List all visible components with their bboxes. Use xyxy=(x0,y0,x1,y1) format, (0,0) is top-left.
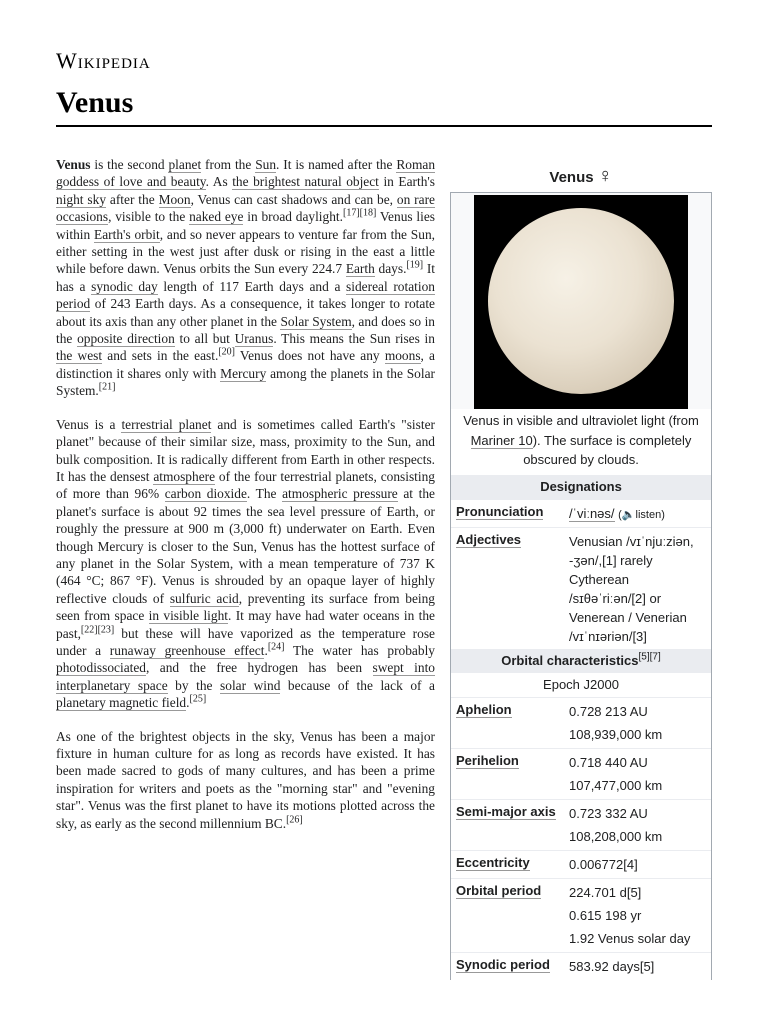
article-link[interactable]: Roman goddess of love and beauty xyxy=(56,157,436,190)
listen-text: listen xyxy=(635,508,662,521)
citation-ref[interactable]: [20] xyxy=(218,347,235,358)
venus-symbol-icon: ♀ xyxy=(597,165,613,187)
article-text: As one of the brightest objects in the sky, Venus has been a major fixture in human culture for as long as records have existed. It has been made sacred to gods of many cultures, and has been a prime inspiration for writers and poets as the "morning star" and "evening star". Venus was the first planet to have its motions plotted across the sky, as early as the second millennium BC. xyxy=(56,728,435,831)
article-link[interactable]: the brightest natural object xyxy=(232,174,379,190)
adjective-line: -ʒən/,[1] rarely xyxy=(569,552,653,568)
article-link[interactable]: Mercury xyxy=(220,365,267,381)
article-text: . It may have had water oceans in the past, xyxy=(56,608,435,641)
speaker-icon: 🔈 xyxy=(621,508,636,521)
orbital-value-line: 224.701 d[5] xyxy=(569,884,642,900)
logo-text: Wikipedia xyxy=(56,48,151,73)
article-text: by the xyxy=(167,677,221,693)
citation-ref[interactable]: [17][18] xyxy=(342,207,377,219)
orbital-row xyxy=(451,748,711,799)
orbital-row-label xyxy=(451,851,569,878)
article-link[interactable]: sulfuric acid xyxy=(169,590,239,606)
citation-ref[interactable]: [24] xyxy=(267,641,285,653)
article-text: , and does so in the xyxy=(56,313,435,347)
article-link[interactable]: Earth xyxy=(345,261,375,277)
citation-ref[interactable]: [19] xyxy=(406,259,424,271)
orbital-row-label-text[interactable]: Aphelion xyxy=(456,701,512,717)
citation-ref[interactable]: [22][23] xyxy=(80,624,115,636)
article-text: because of the lack of a xyxy=(280,677,435,693)
orbital-row-label-text[interactable]: Orbital period xyxy=(456,882,542,898)
article-link[interactable]: night sky xyxy=(56,191,107,207)
orbital-row-label-text[interactable]: Synodic period xyxy=(456,956,550,972)
orbital-row xyxy=(451,799,711,850)
article-link[interactable]: opposite direction xyxy=(77,331,175,347)
article-paragraph-1 xyxy=(56,156,435,400)
adjectives-label xyxy=(451,528,569,648)
adjective-line: /sɪθəˈriːən/[2] or xyxy=(569,590,662,606)
orbital-row-label-text[interactable]: Perihelion xyxy=(456,752,519,768)
infobox-title xyxy=(450,160,712,192)
article-link[interactable]: Earth's orbit xyxy=(94,226,160,242)
orbital-value-line: 0.728 213 AU xyxy=(569,703,648,719)
adjective-line: Cytherean xyxy=(569,571,629,587)
orbital-value-line: 108,939,000 km xyxy=(569,726,663,742)
article-text: of the four terrestrial planets, consisting of more than 96% xyxy=(56,468,435,502)
orbital-refs[interactable]: [5][7] xyxy=(638,651,661,663)
article-text: Venus lies within xyxy=(56,209,435,242)
orbital-value-line: 583.92 days[5] xyxy=(569,958,655,974)
orbital-row-label-text[interactable]: Semi-major axis xyxy=(456,803,556,819)
article-text: at the planet's surface is about 92 times the sea level pressure of Earth, or roughly the pressure at 900 m (3,000 ft) underwater on Earth. Even though Mercury is closer to the Sun, Venus has the hottest surface of any planet in the Solar System, with a mean temperature of 737 K (464 °C; 867 °F). Venus is shrouded by an opaque layer of highly reflective clouds of xyxy=(56,486,435,606)
pronunciation-row xyxy=(451,499,711,527)
caption-text-2: ). The surface is completely obscured by clouds. xyxy=(523,432,692,467)
article-text: . It is named after the xyxy=(276,157,397,172)
venus-image[interactable] xyxy=(474,195,688,409)
infobox-title-text: Venus xyxy=(549,169,594,186)
article-link[interactable]: photodissociated xyxy=(56,660,147,676)
article-text: days. xyxy=(374,261,407,277)
citation-ref[interactable]: [25] xyxy=(189,693,207,705)
article-link[interactable]: runaway greenhouse effect xyxy=(109,642,265,658)
orbital-value-line: 108,208,000 km xyxy=(569,828,663,844)
orbital-value-line: 0.006772[4] xyxy=(569,856,638,872)
article-text: but these will have vaporized as the temperature rose under a xyxy=(56,625,435,658)
article-link[interactable]: solar wind xyxy=(220,677,281,693)
article-link[interactable]: on rare occasions xyxy=(56,191,435,225)
infobox xyxy=(450,160,712,980)
adjective-line: Venusian /vɪˈnjuːziən, xyxy=(569,533,694,549)
article-text: . The xyxy=(246,486,283,502)
citation-ref[interactable]: [26] xyxy=(286,814,303,826)
article-text: , visible to the xyxy=(108,209,190,225)
orbital-row xyxy=(451,878,711,952)
article-text: Venus is a xyxy=(56,416,122,432)
orbital-row-label xyxy=(451,879,569,952)
orbital-row-value xyxy=(569,953,711,980)
article-link[interactable]: carbon dioxide xyxy=(164,486,247,502)
adjectives-row xyxy=(451,527,711,648)
designations-header: Designations xyxy=(451,474,711,499)
article-text: , Venus can cast shadows and can be, xyxy=(190,191,397,207)
pronunciation-label xyxy=(451,500,569,527)
wikipedia-logo[interactable] xyxy=(56,48,151,74)
article-text: The water has probably xyxy=(284,642,435,658)
adjectives-label-text: Adjectives xyxy=(456,531,522,547)
article-text: . xyxy=(264,642,268,658)
epoch-row: Epoch J2000 xyxy=(451,673,711,697)
orbital-row-label xyxy=(451,749,569,799)
orbital-row-label-text[interactable]: Eccentricity xyxy=(456,854,530,870)
article-text: from the xyxy=(201,157,256,172)
article-text: , and so never appears to venture far from the Sun, either setting in the west just after dusk or rising in the east a little while before dawn. Venus orbits the Sun every 224.7 xyxy=(56,226,435,277)
orbital-row-label xyxy=(451,800,569,850)
article-text: of 243 Earth days. As a consequence, it takes longer to rotate about its axis than any other planet in the xyxy=(56,296,435,329)
orbital-header-text: Orbital characteristics xyxy=(501,652,639,668)
article-link[interactable]: Solar System xyxy=(280,313,352,329)
adjective-line: Venerean / Venerian xyxy=(569,609,687,625)
orbital-row-value xyxy=(569,800,711,850)
orbital-value-line: 1.92 Venus solar day xyxy=(569,930,691,946)
adjective-line: /vɪˈnɪəriən/[3] xyxy=(569,628,647,644)
orbital-row-label xyxy=(451,698,569,748)
article-link[interactable]: synodic day xyxy=(91,278,158,294)
image-caption xyxy=(451,409,711,474)
article-link[interactable]: moons xyxy=(384,348,421,364)
listen-button[interactable]: (🔈listen) xyxy=(618,508,665,521)
mariner-10-link[interactable]: Mariner 10 xyxy=(470,432,533,448)
article-subject: Venus xyxy=(56,157,91,172)
article-link[interactable]: sidereal rotation period xyxy=(56,278,435,312)
article-text: , preventing its surface from being seen from space xyxy=(56,590,435,624)
orbital-row-value xyxy=(569,698,711,748)
infobox-table xyxy=(450,192,712,980)
article-link[interactable]: the west xyxy=(56,348,103,364)
orbital-row-value xyxy=(569,879,711,952)
orbital-row-label xyxy=(451,953,569,980)
pronunciation-ipa[interactable]: /ˈviːnəs/ xyxy=(569,505,615,521)
venus-planet-shape xyxy=(488,208,674,394)
orbital-value-line: 107,477,000 km xyxy=(569,777,663,793)
article-text: length of 117 Earth days and a xyxy=(157,278,347,294)
article-link[interactable]: terrestrial planet xyxy=(121,416,212,432)
article-text: to all but xyxy=(174,331,235,347)
orbital-value-line: 0.723 332 AU xyxy=(569,805,648,821)
orbital-rows xyxy=(451,697,711,980)
article-link[interactable]: atmosphere xyxy=(153,468,216,484)
article-body xyxy=(56,156,435,848)
orbital-characteristics-header xyxy=(451,648,711,673)
article-text: , and the free hydrogen has been xyxy=(146,660,373,676)
article-link[interactable]: swept into interplanetary space xyxy=(56,660,436,693)
article-text: is the second xyxy=(90,157,169,172)
article-link[interactable]: planet xyxy=(168,157,202,172)
pronunciation-value xyxy=(569,500,711,527)
article-link[interactable]: Moon xyxy=(158,191,191,207)
article-paragraph-2 xyxy=(56,416,435,712)
article-link[interactable]: atmospheric pressure xyxy=(282,486,398,502)
article-link[interactable]: Sun xyxy=(255,157,277,172)
citation-ref[interactable]: [21] xyxy=(98,381,116,393)
article-text: , a distinction it shares only with xyxy=(56,348,435,381)
article-text: in Earth's xyxy=(378,174,436,190)
article-text: It has a xyxy=(56,261,436,294)
orbital-row xyxy=(451,697,711,748)
article-text: and is sometimes called Earth's "sister planet" because of their similar size, mass, proximity to the Sun, and bulk composition. It is radically different from Earth in other respects. It has the densest xyxy=(56,416,435,484)
article-text: . xyxy=(186,695,190,711)
pronunciation-label-text: Pronunciation xyxy=(456,503,544,519)
orbital-value-line: 0.718 440 AU xyxy=(569,754,648,770)
article-text: after the xyxy=(106,191,159,207)
page-title: Venus xyxy=(56,86,134,119)
article-text: . As xyxy=(205,174,233,190)
article-text: . This means the Sun rises in xyxy=(273,331,435,347)
orbital-row-value xyxy=(569,749,711,799)
adjectives-value xyxy=(569,528,711,648)
article-text: in broad daylight. xyxy=(243,209,343,225)
title-divider xyxy=(56,125,712,127)
orbital-value-line: 0.615 198 yr xyxy=(569,907,642,923)
article-paragraph-3 xyxy=(56,728,435,832)
orbital-row-value xyxy=(569,851,711,878)
article-link[interactable]: planetary magnetic field xyxy=(56,695,187,711)
orbital-row xyxy=(451,850,711,878)
caption-text-1: Venus in visible and ultraviolet light (from xyxy=(463,413,699,428)
article-text: Venus does not have any xyxy=(235,348,385,364)
article-link[interactable]: naked eye xyxy=(189,209,244,225)
article-text: among the planets in the Solar System. xyxy=(56,365,435,399)
article-link[interactable]: in visible light xyxy=(148,608,229,624)
article-link[interactable]: Uranus xyxy=(234,331,274,347)
orbital-row xyxy=(451,952,711,980)
article-text: and sets in the east. xyxy=(102,348,219,364)
